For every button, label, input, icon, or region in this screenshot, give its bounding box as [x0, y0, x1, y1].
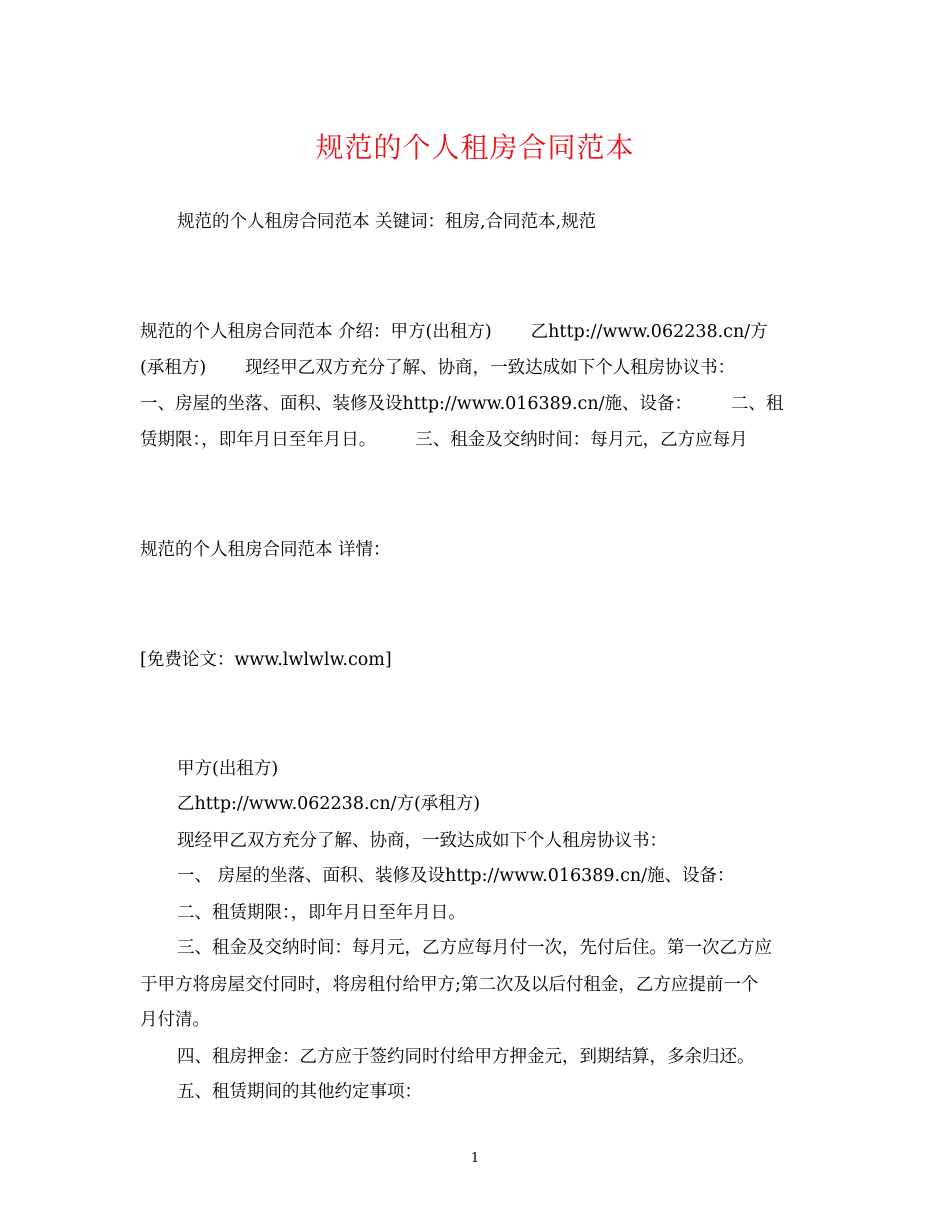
intro-line: 一、房屋的坐落、面积、装修及设http://www.016389.cn/施、设备： 二、租: [140, 394, 784, 414]
page-number: 1: [470, 1151, 480, 1166]
detail-heading: 规范的个人租房合同范本 详情：: [140, 540, 391, 560]
body-line: 三、租金及交纳时间：每月元，乙方应每月付一次，先付后住。第一次乙方应: [177, 938, 772, 958]
body-line: 一、 房屋的坐落、面积、装修及设http://www.016389.cn/施、设备：: [177, 866, 735, 886]
body-line: 五、租赁期间的其他约定事项：: [177, 1082, 422, 1102]
body-line: 现经甲乙双方充分了解、协商，一致达成如下个人租房协议书：: [177, 831, 667, 851]
intro-line: (承租方) 现经甲乙双方充分了解、协商，一致达成如下个人租房协议书：: [140, 358, 736, 378]
body-line: 月付清。: [140, 1010, 210, 1030]
body-line: 二、租赁期限：，即年月日至年月日。: [177, 903, 466, 923]
intro-line: 赁期限：，即年月日至年月日。 三、租金及交纳时间：每月元，乙方应每月: [140, 430, 748, 450]
body-line: 乙http://www.062238.cn/方(承租方): [177, 794, 481, 814]
body-line: 于甲方将房屋交付同时，将房租付给甲方;第二次及以后付租金，乙方应提前一个: [140, 975, 759, 995]
document-title: 规范的个人租房合同范本: [315, 131, 635, 164]
intro-line: 规范的个人租房合同范本 介绍：甲方(出租方) 乙http://www.062238.cn/方: [140, 322, 768, 342]
source-note: [免费论文：www.lwlwlw.com]: [140, 650, 392, 670]
keywords-line: 规范的个人租房合同范本 关键词：租房,合同范本,规范: [177, 212, 597, 232]
body-line: 甲方(出租方): [177, 759, 279, 779]
body-line: 四、租房押金：乙方应于签约同时付给甲方押金元，到期结算，多余归还。: [177, 1047, 755, 1067]
